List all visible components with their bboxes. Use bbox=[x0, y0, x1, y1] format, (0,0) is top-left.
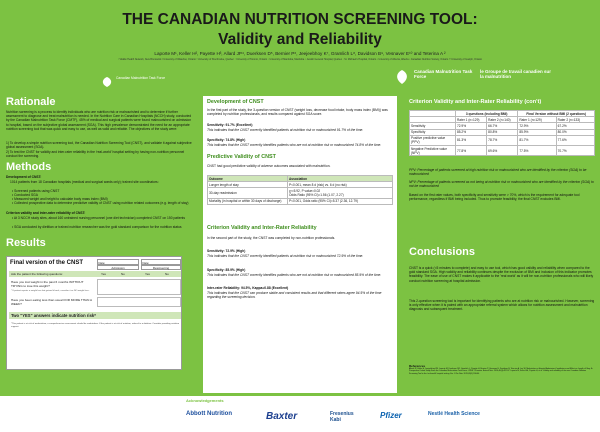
sponsor-abbott: Abbott Nutrition bbox=[186, 411, 232, 417]
q2-checkbox[interactable] bbox=[97, 297, 181, 307]
authors: Laporte M¹, Keller H², Payette H³, Allard JP⁴, Duerksen D⁵, Bernier P⁶, Jeejeebhoy K⁷, Gramlich L⁸, Davidson B⁹, Vesnaver E¹⁰ and Teterina A ² bbox=[154, 51, 446, 56]
left-logo-text: Canadian Malnutrition Task Force bbox=[116, 76, 166, 80]
table-cell: Longer length of stay bbox=[208, 182, 288, 188]
two-yes-label: Two "YES" answers indicate nutrition risk* bbox=[11, 313, 96, 318]
column-header: Rater 1 (n=129) bbox=[456, 117, 487, 123]
table-cell: P<0.001, Odds ratio (95% CI)=5.37 (2.36, 12.79) bbox=[288, 198, 393, 204]
objective-2: 2) To test the CNST for validity and inter-rater reliability in the 'real-world' hospital setting by having non-nutrition personnel conduct the screening. bbox=[6, 150, 185, 159]
sponsor-pfizer: Pfizer bbox=[380, 411, 402, 420]
results-heading: Results bbox=[6, 237, 46, 249]
method-bullet: • Screened patients using CNST bbox=[12, 189, 60, 193]
row-label: Positive predictive value (PPV) bbox=[410, 135, 456, 145]
based-text: Based on the first rater values, both specificity and sensitivity were > 70%, which is the requirement for adequate tool performance, regardless if BMI being included. Thus to promote feasibility, the final CNST excludes BMI. bbox=[409, 193, 580, 202]
conclusion-p1: CNST is a quick (<5 minutes to complete) and easy to use tool, which has good validity and reliability when compared to the gold standard SGA. High validity and reliability continues despite the exclusion of BMI and inclusion of this indicator promotes feasibility. The ease of use of CNST makes it applicable to the 'real world' as it will be non-nutrition professionals who will likely conduct nutrition screening at hospital admission. bbox=[409, 266, 594, 283]
sponsor-fresenius: Fresenius Kabi bbox=[330, 411, 354, 423]
references-heading: References bbox=[409, 364, 426, 368]
method-bullet: • Conducted SGA bbox=[12, 193, 38, 197]
column-header: Rater 2 (n=140) bbox=[487, 117, 518, 123]
criterion-heading: Criterion validity and inter-rater reliability of CNST: bbox=[6, 211, 86, 215]
sensitivity-1-text: This indicates that the CNST correctly identified patients at nutrition risk or malnourished 91.7% of the time. bbox=[207, 128, 364, 132]
q1-checkbox[interactable] bbox=[97, 279, 181, 295]
sponsor-nestle: Nestlé Health Science bbox=[428, 411, 480, 417]
table-cell: 77.5% bbox=[518, 145, 556, 155]
table-cell: 85.9% bbox=[518, 129, 556, 135]
row-label: Negative Predictive value (NPV) bbox=[410, 145, 456, 155]
outcome-col-header: Outcome bbox=[208, 176, 288, 182]
assoc-col-header: Association bbox=[288, 176, 393, 182]
admission-label: Admission bbox=[97, 265, 139, 270]
conclusions-heading: Conclusions bbox=[409, 246, 476, 258]
dev-heading: Development of CNST: bbox=[6, 175, 42, 179]
poster-title-line2: Validity and Reliability bbox=[218, 31, 382, 48]
column-left bbox=[2, 96, 195, 396]
dev-cnst-heading: Development of CNST bbox=[207, 99, 264, 105]
date-rescreen-field[interactable]: Date: bbox=[141, 259, 181, 265]
dev-cnst-text: In the first part of the study, the 3-question version of CNST (weight loss, decrease food intake, body mass index (BMI)) was completed by nutrition professionals, and results compared against SGA score. bbox=[207, 108, 388, 117]
criterion-text: In the second part of the study, the CNST was completed by non-nutrition professionals. bbox=[207, 236, 336, 240]
specificity-1-text: This indicates that the CNST correctly identifies patients who are not at nutrition risk or malnourished 74.8% of the time. bbox=[207, 143, 382, 147]
predictive-text: CNST had good predictive validity of adverse outcomes associated with malnutrition. bbox=[207, 164, 331, 168]
right-logo bbox=[394, 67, 554, 87]
ask-label: Ask the patient the following questions: bbox=[11, 272, 63, 276]
row-label: Sensitivity bbox=[410, 123, 456, 129]
table-cell: 81.3% bbox=[456, 135, 487, 145]
col-group-header: 3 questions (including BMI) bbox=[456, 111, 518, 117]
ppv-note: PPV: Percentage of patients screened at high nutrition risk or malnourished who are identified by the criterion (SGA) to be malnourished bbox=[409, 168, 587, 177]
method-bullet: • Collected prospective data to determine predictive validity of CNST using nutrition related outcomes (e.g. length of stay) bbox=[12, 201, 189, 205]
cmtf-leaf-icon-right bbox=[394, 69, 410, 85]
table-cell: 70.7% bbox=[556, 145, 594, 155]
table-row bbox=[410, 135, 595, 145]
criterion-validity-heading: Criterion Validity and Inter-Rater Reliability bbox=[207, 225, 317, 231]
conclusion-p2: This 2-question screening tool is important for identifying patients who are at nutrition risk or malnourished. However, screening is only effective when it is paired with an appropriate referral system which allows for nutrition assessment and malnutrition diagnosis and subsequent treatment. bbox=[409, 299, 595, 312]
table-row bbox=[208, 188, 393, 198]
poster-title-line1: THE CANADIAN NUTRITION SCREENING TOOL: bbox=[122, 11, 478, 28]
table-cell: 69.6% bbox=[487, 145, 518, 155]
date-admission-field[interactable]: Date: bbox=[97, 259, 139, 265]
table-cell: P<0.001, mean 8 d (risk) vs. 6 d (no risk) bbox=[288, 182, 393, 188]
criterion-bullet: • At 3 NCCH study sites, about 160 untrained nursing personnel (one diet technician) completed CNST on 150 patients bbox=[12, 216, 186, 220]
objective-1: 1) To develop a simple nutrition screening tool, the Canadian Nutrition Screening Tool (CNST), and validate it against subjective global assessment (SGA). bbox=[6, 141, 192, 150]
column-middle bbox=[203, 96, 397, 393]
dev-text: 1014 patients from 18 Canadian hospitals (medical and surgical wards only); trained site coordinators: bbox=[10, 180, 159, 184]
reliability-table bbox=[409, 110, 595, 156]
yes-header: Yes bbox=[145, 272, 150, 276]
rationale-heading: Rationale bbox=[6, 96, 56, 108]
specificity-1-heading: Specificity: 74.8% (High) bbox=[207, 138, 246, 142]
irr-heading: Inter-rater Reliability: 94.5%, Kappa=0.88 (Excellent) bbox=[207, 286, 289, 290]
table-cell: 72.9% bbox=[456, 123, 487, 129]
column-header: Rater 1 (n=129) bbox=[518, 117, 556, 123]
sensitivity-1-heading: Sensitivity: 91.7% (Excellent) bbox=[207, 123, 253, 127]
table-row bbox=[208, 198, 393, 204]
npv-note: NPV: Percentage of patients screened as not being at nutrition risk or malnourished who are identified by the criterion (SGA) to not be malnourished bbox=[409, 180, 594, 189]
specificity-2-heading: Specificity: 85.9% (High) bbox=[207, 268, 246, 272]
yes-header: Yes bbox=[101, 272, 106, 276]
rationale-text: Nutrition screening is a process to identify individuals who are nutrition risk or malnourished and to determine if further assessment to diagnose and treat malnutrition is needed. In the Nutrition Care in Canadian Hospitals (NCCH) study, conducted by the Canadian Malnutrition Task Force (CMTF), 45% of medical and surgical patients were found malnourished on admission to hospital, based on the subjective global assessment (SGA). This high prevalence demonstrated the need for an appropriate nutrition screening tool that was quick and easy to use, as well as valid and reliable. The objectives of the study were: bbox=[6, 110, 192, 131]
references-text: Allard JP, Keller H, Jeejeebhoy KN, Laporte M, Duerksen DR, Gramlich L, Payette H, Bernier P, Vesnaver E, Davidson B, Teterina A, Lou W. Malnutrition at Hospital Admission-Contributors and Effect on Length of Stay: A Prospective Cohort Study From the Canadian Malnutrition Task Force. JPEN J Parenter Enteral Nutr. 2016;40(4):487-97. Laporte M, Keller HH, Payette H, et al. Validity and reliability of the new Canadian Nutrition Screening Tool in the 'real-world' hospital setting. Eur J Clin Nutr. 2015;69(5):558-64. bbox=[409, 368, 593, 375]
cnst-form bbox=[6, 256, 182, 370]
table-cell: 77.8% bbox=[456, 145, 487, 155]
table-cell: 77.6% bbox=[556, 135, 594, 145]
table-cell: 78.7% bbox=[487, 135, 518, 145]
criterion-bullet: • SGA conducted by dietitian or trained nutrition researcher was the gold standard comparison for the nutrition status bbox=[12, 225, 182, 229]
table-cell: 66.7% bbox=[487, 123, 518, 129]
table-cell: 80.8% bbox=[487, 129, 518, 135]
acknowledgements-bar bbox=[0, 396, 600, 432]
cmtf-leaf-icon bbox=[100, 76, 114, 88]
column-header: Rater 2 (n=133) bbox=[556, 117, 594, 123]
col-group-header: Final Version without BMI (2 questions) bbox=[518, 111, 595, 117]
question-2: Have you been eating less than usual FOR MORE THAN A WEEK? bbox=[11, 298, 92, 306]
question-1-note: * If patient reports a weight loss but gained it back, consider it as NO weight loss. bbox=[11, 290, 90, 292]
poster-header bbox=[0, 0, 600, 92]
affiliations: ¹ Vitalité Health Network, New Brunswick ² University of Waterloo, Ontario ³ University of Sherbrooke, Québec ⁴ University of Toronto, Ontario ⁵ University of Manitoba, Manitoba ⁶ Jewish General Hospital, Québec ⁷ St. Michael's Hospital, Ontario ⁸ University of Alberta, Alberta ⁹ Canadian Nutrition Society, Ontario ¹⁰ University of Guelph, Ontario bbox=[118, 58, 482, 61]
irr-text: This indicates that the CNST can produce stable and consistent results and that different raters agree 94.5% of the time regarding the screening decision. bbox=[207, 291, 382, 300]
form-footnote: *This patient is at risk of malnutrition; a comprehensive assessment should be undertaken. If the patient is at risk of nutrition, referral to a dietitian. Consider providing nutrition support. bbox=[11, 323, 180, 328]
table-cell: 80.0% bbox=[556, 129, 594, 135]
column-right bbox=[405, 96, 598, 396]
table-cell: 30-day readmission bbox=[208, 188, 288, 198]
sponsor-baxter: Baxter bbox=[266, 411, 298, 422]
question-1: Have you lost weight in the past 6 months WITHOUT TRYING to lose this weight? bbox=[11, 280, 84, 288]
right-logo-fr: le Groupe de travail canadien sur la malnutrition bbox=[480, 69, 552, 80]
table-cell: 67.2% bbox=[556, 123, 594, 129]
no-header: No bbox=[121, 272, 125, 276]
rescreening-label: Rescreening bbox=[141, 265, 181, 270]
outcome-table bbox=[207, 175, 393, 205]
table-cell: Mortality (in hospital or within 30 days of discharge) bbox=[208, 198, 288, 204]
sensitivity-2-heading: Sensitivity: 72.9% (High) bbox=[207, 249, 246, 253]
predictive-heading: Predictive Validity of CNST bbox=[207, 154, 276, 160]
sensitivity-2-text: This indicates that the CNST correctly identified patients at nutrition risk or malnourished 72.9% of the time. bbox=[207, 254, 364, 258]
row-label: Specificity bbox=[410, 129, 456, 135]
table-cell: 85.2% bbox=[456, 129, 487, 135]
methods-heading: Methods bbox=[6, 161, 52, 173]
right-logo-en: Canadian Malnutrition Task Force bbox=[414, 69, 473, 80]
table-cell: χ²=5.92, P value=0.02 Odds Ratio (95% CI)=1.56 (1.07, 2.27) bbox=[288, 188, 393, 198]
criterion-cont-heading: Criterion Validity and Inter-Rater Reliability (con't) bbox=[409, 99, 542, 105]
method-bullet: • Measured weight and height to calculate body mass index (BMI) bbox=[12, 197, 108, 201]
table-row bbox=[410, 145, 595, 155]
cnst-form-title: Final version of the CNST bbox=[10, 260, 84, 266]
acknowledgements-title: Acknowledgements bbox=[186, 398, 224, 403]
no-header: No bbox=[165, 272, 169, 276]
left-logo bbox=[100, 75, 190, 87]
specificity-2-text: This indicates that the CNST correctly identifies patients who are not at nutrition risk or malnourished 85.9% of the time. bbox=[207, 273, 382, 277]
table-cell: 81.7% bbox=[518, 135, 556, 145]
table-cell: 72.9% bbox=[518, 123, 556, 129]
